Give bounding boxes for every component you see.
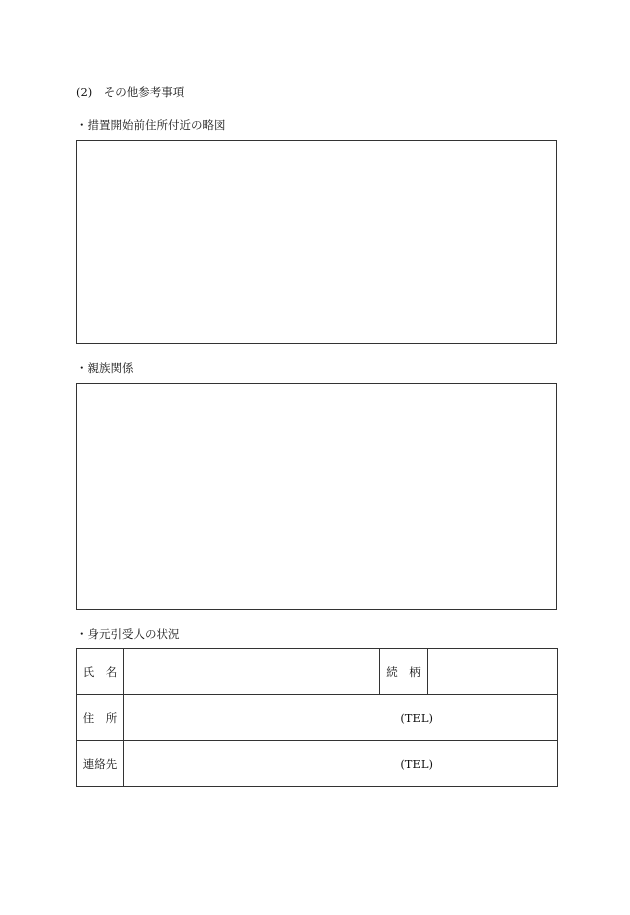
- relation-label: 続 柄: [380, 649, 428, 695]
- guardian-address-row: [77, 695, 558, 741]
- contact-field[interactable]: [124, 741, 558, 787]
- address-field[interactable]: [124, 695, 558, 741]
- map-section-label: ・措置開始前住所付近の略図: [76, 118, 226, 132]
- family-relations-box[interactable]: [76, 383, 557, 610]
- relation-field[interactable]: [428, 649, 558, 695]
- contact-tel-label: (TEL): [400, 756, 433, 771]
- guardian-contact-row: [77, 741, 558, 787]
- family-section-label: ・親族関係: [76, 361, 134, 375]
- name-field[interactable]: [124, 649, 380, 695]
- address-label: 住 所: [77, 695, 124, 741]
- guardian-table: [76, 648, 558, 787]
- map-sketch-box[interactable]: [76, 140, 557, 344]
- section-heading: (2) その他参考事項: [76, 85, 185, 99]
- address-tel-label: (TEL): [400, 710, 433, 725]
- guardian-name-row: [77, 649, 558, 695]
- guardian-section-label: ・身元引受人の状況: [76, 627, 180, 641]
- contact-label: 連絡先: [77, 741, 124, 787]
- name-label: 氏 名: [77, 649, 124, 695]
